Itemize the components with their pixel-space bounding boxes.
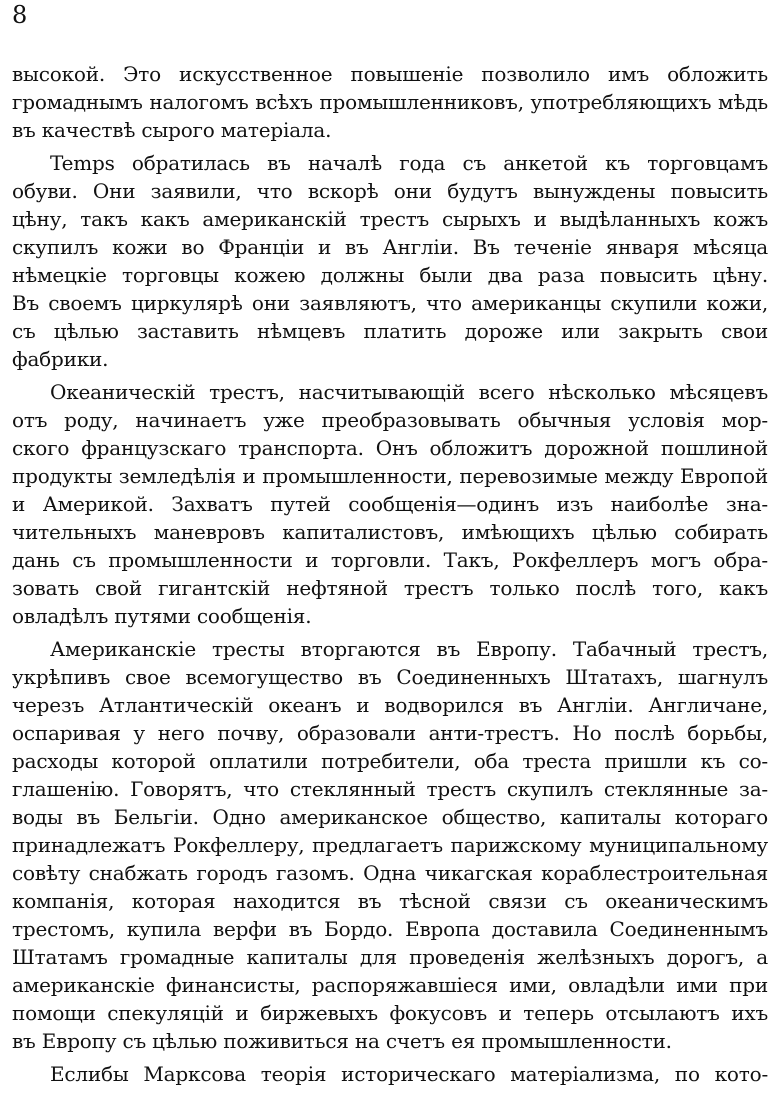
text-line: укрѣпивъ свое всемогущество въ Соединенныхъ Штатахъ, шагнулъ	[12, 665, 768, 689]
text-line: фабрики.	[12, 347, 109, 371]
text-line: трестомъ, купила верфи въ Бордо. Европа доставила Соединеннымъ	[12, 917, 768, 941]
text-line: черезъ Атлантическій океанъ и водворился въ Англіи. Англичане,	[12, 693, 768, 717]
text-line: воды въ Бельгіи. Одно американское общество, капиталы котораго	[12, 805, 768, 829]
text-line: ского французскаго транспорта. Онъ обложитъ дорожной пошлиной	[12, 436, 768, 460]
text-line: овладѣлъ путями сообщенія.	[12, 604, 312, 628]
text-line: обуви. Они заявили, что вскорѣ они будутъ вынуждены повысить	[12, 179, 768, 203]
text-line: американскіе финансисты, распоряжавшіеся ими, овладѣли ими при	[12, 973, 768, 997]
text-line: глашенію. Говорятъ, что стеклянный трестъ скупилъ стеклянные за-	[12, 777, 768, 801]
paragraph-first-line: Temps обратилась въ началѣ года съ анкетой къ торговцамъ	[50, 151, 768, 175]
text-line: дань съ промышленности и торговли. Такъ, Рокфеллеръ могъ обра-	[12, 548, 768, 572]
text-line: Штатамъ громадные капиталы для проведенія желѣзныхъ дорогъ, а	[12, 945, 768, 969]
text-line: нѣмецкіе торговцы кожею должны были два раза повысить цѣну.	[12, 263, 768, 287]
paragraph-first-line: Океаническій трестъ, насчитывающій всего нѣсколько мѣсяцевъ	[50, 380, 768, 404]
text-line: компанія, которая находится въ тѣсной связи съ океаническимъ	[12, 889, 768, 913]
text-line: зовать свой гигантскій нефтяной трестъ только послѣ того, какъ	[12, 576, 768, 600]
paragraph-first-line: Еслибы Марксова теорія историческаго матеріализма, по кото-	[50, 1062, 768, 1086]
page-number: 8	[12, 1, 28, 29]
text-line: и Америкой. Захватъ путей сообщенія—одинъ изъ наиболѣе зна-	[12, 492, 768, 516]
text-line: оспаривая у него почву, образовали анти-трестъ. Но послѣ борьбы,	[12, 721, 768, 745]
paragraph-first-line: Американскіе тресты вторгаются въ Европу. Табачный трестъ,	[50, 637, 768, 661]
text-line: чительныхъ маневровъ капиталистовъ, имѣющихъ цѣлью собирать	[12, 520, 768, 544]
text-line: громаднымъ налогомъ всѣхъ промышленниковъ, употребляющихъ мѣдь	[12, 90, 768, 114]
text-line: совѣту снабжать городъ газомъ. Одна чикагская кораблестроительная	[12, 861, 768, 885]
text-line: продукты земледѣлія и промышленности, перевозимые между Европой	[12, 464, 768, 488]
text-line: помощи спекуляцій и биржевыхъ фокусовъ и теперь отсылаютъ ихъ	[12, 1001, 768, 1025]
text-line: въ Европу съ цѣлью поживиться на счетъ ея промышленности.	[12, 1029, 672, 1053]
text-line: въ качествѣ сырого матеріала.	[12, 118, 332, 142]
body-text	[12, 60, 768, 1088]
text-line: съ цѣлью заставить нѣмцевъ платить дороже или закрыть свои	[12, 319, 768, 343]
text-line: расходы которой оплатили потребители, оба треста пришли къ со-	[12, 749, 768, 773]
text-line: отъ роду, начинаетъ уже преобразовывать обычныя условія мор-	[12, 408, 768, 432]
text-line: Въ своемъ циркулярѣ они заявляютъ, что американцы скупили кожи,	[12, 291, 768, 315]
text-line: цѣну, такъ какъ американскій трестъ сырыхъ и выдѣланныхъ кожъ	[12, 207, 768, 231]
text-line: высокой. Это искусственное повышеніе позволило имъ обложить	[12, 62, 768, 86]
text-line: принадлежатъ Рокфеллеру, предлагаетъ парижскому муниципальному	[12, 833, 768, 857]
text-line: скупилъ кожи во Франціи и въ Англіи. Въ теченіе января мѣсяца	[12, 235, 768, 259]
